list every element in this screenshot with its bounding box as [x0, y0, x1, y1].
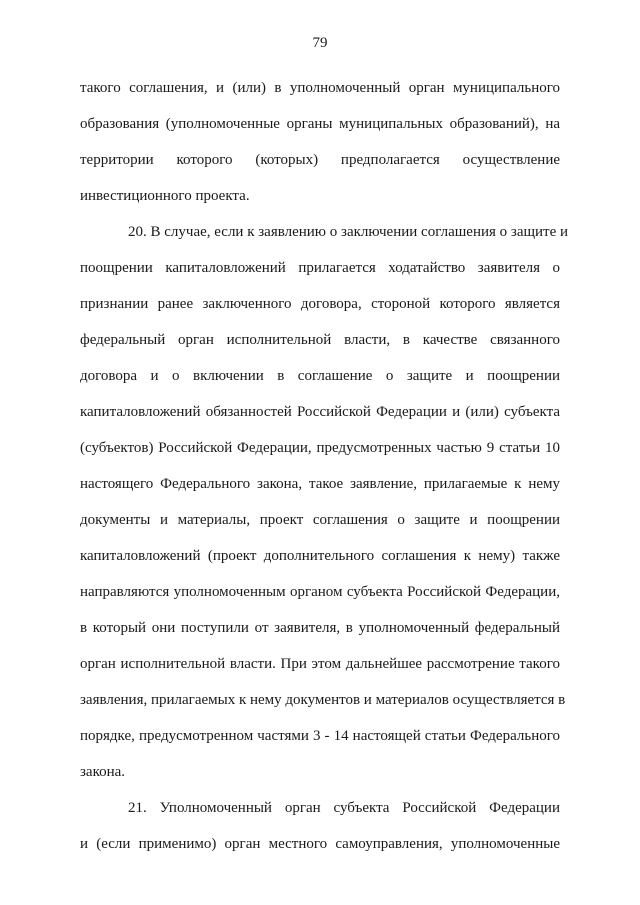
text-line: признании ранее заключенного договора, стороной которого является [80, 296, 560, 312]
text-line: капиталовложений обязанностей Российской Федерации и (или) субъекта [80, 404, 560, 420]
text-line: договора и о включении в соглашение о защите и поощрении [80, 368, 560, 384]
text-line: орган исполнительной власти. При этом дальнейшее рассмотрение такого [80, 656, 560, 672]
text-line: капиталовложений (проект дополнительного соглашения к нему) также [80, 548, 560, 564]
text-line: 21. Уполномоченный орган субъекта Российской Федерации [128, 800, 560, 816]
paragraph-item-20 [80, 214, 569, 790]
text-line: настоящего Федерального закона, такое заявление, прилагаемые к нему [80, 476, 560, 492]
text-line: такого соглашения, и (или) в уполномоченный орган муниципального [80, 80, 560, 96]
text-line: направляются уполномоченным органом субъекта Российской Федерации, [80, 584, 560, 600]
text-line: федеральный орган исполнительной власти, в качестве связанного [80, 332, 560, 348]
text-line: закона. [80, 764, 126, 780]
paragraph-item-21 [80, 790, 560, 862]
text-line: территории которого (которых) предполагается осуществление [80, 152, 560, 168]
text-line: и (если применимо) орган местного самоуправления, уполномоченные [80, 836, 560, 852]
page-number: 79 [312, 35, 328, 51]
text-line: 20. В случае, если к заявлению о заключении соглашения о защите и [128, 224, 569, 240]
text-line: образования (уполномоченные органы муниципальных образований), на [80, 116, 560, 132]
text-line: порядке, предусмотренном частями 3 - 14 настоящей статьи Федерального [80, 728, 560, 744]
text-line: заявления, прилагаемых к нему документов и материалов осуществляется в [80, 692, 566, 708]
text-line: документы и материалы, проект соглашения о защите и поощрении [80, 512, 560, 528]
document-body [80, 70, 569, 862]
paragraph-continuation [80, 70, 560, 214]
text-line: инвестиционного проекта. [80, 188, 250, 204]
text-line: поощрении капиталовложений прилагается ходатайство заявителя о [80, 260, 560, 276]
text-line: в который они поступили от заявителя, в уполномоченный федеральный [80, 620, 560, 636]
text-line: (субъектов) Российской Федерации, предусмотренных частью 9 статьи 10 [80, 440, 560, 456]
